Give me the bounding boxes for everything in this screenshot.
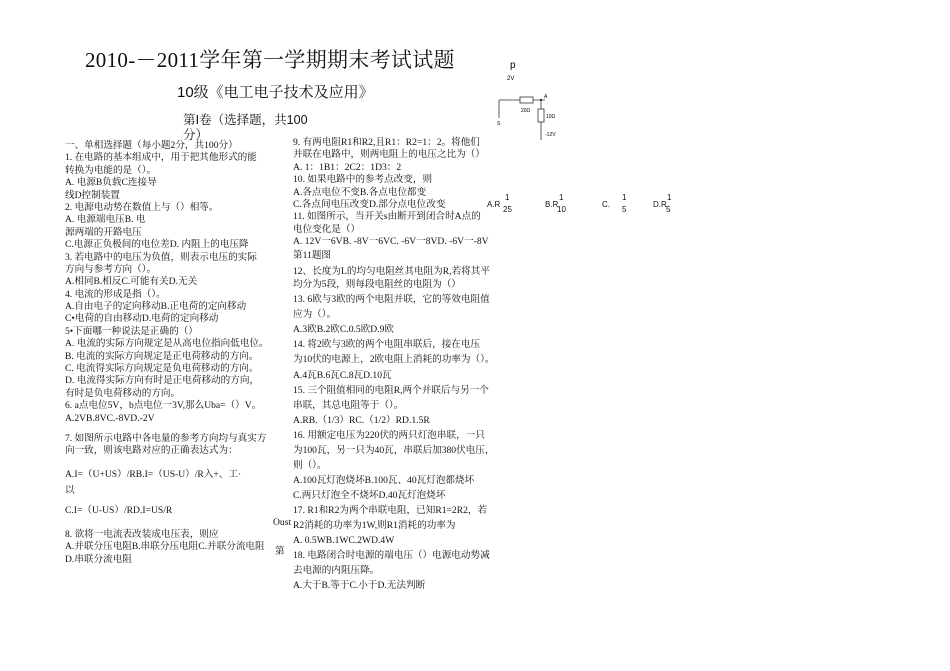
question-line: 13. 6欧与3欧的两个电阻并联，它的等效电阻值 [293,293,490,305]
question-line: A. 1：1B1：2C2：1D3：2 [293,161,402,173]
question-line [65,459,280,469]
resistor-r1 [520,97,533,103]
question-line: 4. 电流的形成是指（）。 [65,288,166,300]
part-heading [183,113,308,143]
question-line: C•电荷的自由移动D.电荷的定向移动 [65,313,219,325]
question-line: 源两端的开路电压 [65,226,142,238]
question-line: A.RB.（1/3）RC.（1/2）RD.1.5R [293,414,430,426]
question-line: 并联在电路中，则两电阻上的电压之比为（） [293,149,485,161]
question-line: A. 电流的实际方向规定是从高电位指向低电位。 [65,338,269,350]
question-line: 线D控制装置 [65,189,120,201]
question-line: 一、单相选择题（每小题2分，共100分） [65,140,238,151]
q12-option-d-letter: D.R [653,200,667,209]
question-line: A. 电源B负载C连接导 [65,177,157,189]
question-line: 18. 电路闭合时电源的端电压（）电源电动势减 [293,549,490,561]
q12-option-b-denominator: 10 [557,205,566,214]
question-line: 有时是负电荷移动的方向。 [65,387,181,399]
question-line: 10. 如果电路中的参考点改变，则 [293,174,433,186]
question-line: 11. 如图所示，当开关s由断开到闭合时A点的 [293,211,481,223]
question-line: A.2VB.8VC.-8VD.-2V [65,412,155,424]
q12-option-c-denominator: 5 [622,205,627,214]
circuit-top-voltage: 2V [507,76,515,82]
question-line: 3. 若电路中的电压为负值，则表示电压的实际 [65,251,257,263]
question-line: A. 电源端电压B. 电 [65,214,146,226]
question-line: A.相同B.相反C.可能有关D.无关 [65,276,198,288]
question-line: D. 电流得实际方向有时是正电荷移动的方向， [65,375,260,387]
question-line: 9. 有两电阻R1和R2,且R1：R2=1：2。将他们 [293,137,480,148]
right-question-column [293,137,513,595]
question-line: C.两只灯泡全不烧坏D.40瓦灯泡烧坏 [293,489,446,501]
question-line: R2消耗的功率为1W,则R1消耗的功率为 [293,519,456,531]
part-heading-line1: 第Ⅰ卷（选择题，共100 [183,113,308,127]
question-line: 16. 用额定电压为220伏的两只灯泡串联，一只 [293,429,485,441]
question-line: 12、长度为L的均匀电阻丝其电阻为R,若将其平 [293,266,490,278]
question-line: A.并联分压电阻B.串联分压电阻C.并联分流电阻 [65,541,265,553]
question-line: A.I=（U+US）/RB.I=（US-U）/R入+、工· [65,468,242,480]
circuit-switch-label: S [497,121,501,127]
question-line: A.大于B.等于C.小于D.无法判断 [293,579,426,591]
question-line: 2. 电源电动势在数值上与（）相等。 [65,201,219,213]
question-line: 15. 三个阻值相同的电阻R,两个并联后与另一个 [293,384,489,396]
question-line: 第11题图 [293,250,332,262]
margin-text-di: 第 [275,546,285,557]
question-line: 5•下面哪一种说法是正确的（） [65,325,198,337]
q12-option-a-numerator: 1 [505,193,510,202]
q12-option-b-letter: B.R [545,200,559,209]
question-line: A.各点电位不变B.各点电位都变 [293,186,427,198]
question-line: 则（）。 [293,459,327,471]
question-line: 方向与参考方向（）。 [65,263,157,275]
question-line: 8. 欲将一电流表改装成电压表，则应 [65,528,219,540]
exam-title: 2010-－2011学年第一学期期末考试试题 [85,48,455,72]
q12-option-b-numerator: 1 [559,193,564,202]
circuit-top-label: p [510,60,516,71]
question-line: 应为（）。 [293,308,337,320]
margin-text-oust: Oust [273,517,292,528]
question-line: 向一致，则该电路对应的正确表达式为： [65,444,238,456]
circuit-diagram [497,58,567,148]
question-line: 6. a点电位5V，b点电位一3V,那么Uba=（）V。 [65,400,262,412]
question-line: C.电源正负极间的电位差D. 内阻上的电压降 [65,239,249,251]
question-line: 14. 将2欧与3欧的两个电阻串联后，接在电压 [293,338,481,350]
question-line: 转换为电能的是（）。 [65,164,157,176]
q12-option-a-letter: A.R [487,200,501,209]
q12-option-c-numerator: 1 [622,193,627,202]
question-line: 均分为5段，则每段电阻丝的电阻为（） [293,278,461,290]
q12-option-c-letter: C. [602,200,610,209]
question-line: A. 12V一6VB. -8V一6VC. -6V一8VD. -6V一-8V [293,236,489,248]
question-line: 串联，其总电阻等于（）。 [293,399,404,411]
part-heading-line2: 分） [183,128,209,142]
exam-subtitle: 10级《电工电子技术及应用》 [177,84,374,101]
question-line: 为10伏的电源上，2欧电阻上消耗的功率为（）。 [293,353,495,365]
question-line: 以 [65,484,75,496]
circuit-bottom-voltage: -12V [545,132,556,138]
question-line: 去电源的内阻压降。 [293,564,380,576]
left-question-column [65,140,280,566]
question-line: C. 电流得实际方向规定是负电荷移动的方向。 [65,363,259,375]
question-line: 为100瓦，另一只为40瓦，串联后加380伏电压， [293,444,495,456]
question-line: A.4瓦B.6瓦C.8瓦D.10瓦 [293,369,392,381]
circuit-r1-label: 20Ω [521,108,531,114]
question-line: D.串联分流电阻 [65,553,132,565]
question-line: C.I=（U-US）/RD.I=US/R [65,504,173,516]
question-line: A. 0.5WB.1WC.2WD.4W [293,534,395,546]
q12-option-a-denominator: 25 [503,205,512,214]
resistor-r2 [538,109,544,122]
question-line: A.3欧B.2欧C.0.5欧D.9欧 [293,323,395,335]
q12-option-d-numerator: 1 [667,193,672,202]
question-line: 1. 在电路的基本组成中，用于把其他形式的能 [65,152,257,164]
circuit-r2-label: 10Ω [546,114,556,120]
question-line: 电位变化是（） [293,223,361,235]
question-line: 7. 如图所示电路中各电量的参考方向均与真实方 [65,432,267,444]
circuit-node-label: A [544,94,548,100]
question-line: 17. R1和R2为两个串联电阻，已知R1=2R2，若 [293,504,488,516]
question-line: A.自由电子的定向移动B.正电荷的定向移动 [65,301,247,313]
q12-option-d-denominator: 5 [666,205,671,214]
question-line: A.100瓦灯泡烧坏B.100瓦、40瓦灯泡都烧坏 [293,474,475,486]
question-line: B. 电流的实际方向规定是正电荷移动的方向。 [65,350,259,362]
question-line: C.各点间电压改变D.部分点电位改变 [293,198,446,210]
